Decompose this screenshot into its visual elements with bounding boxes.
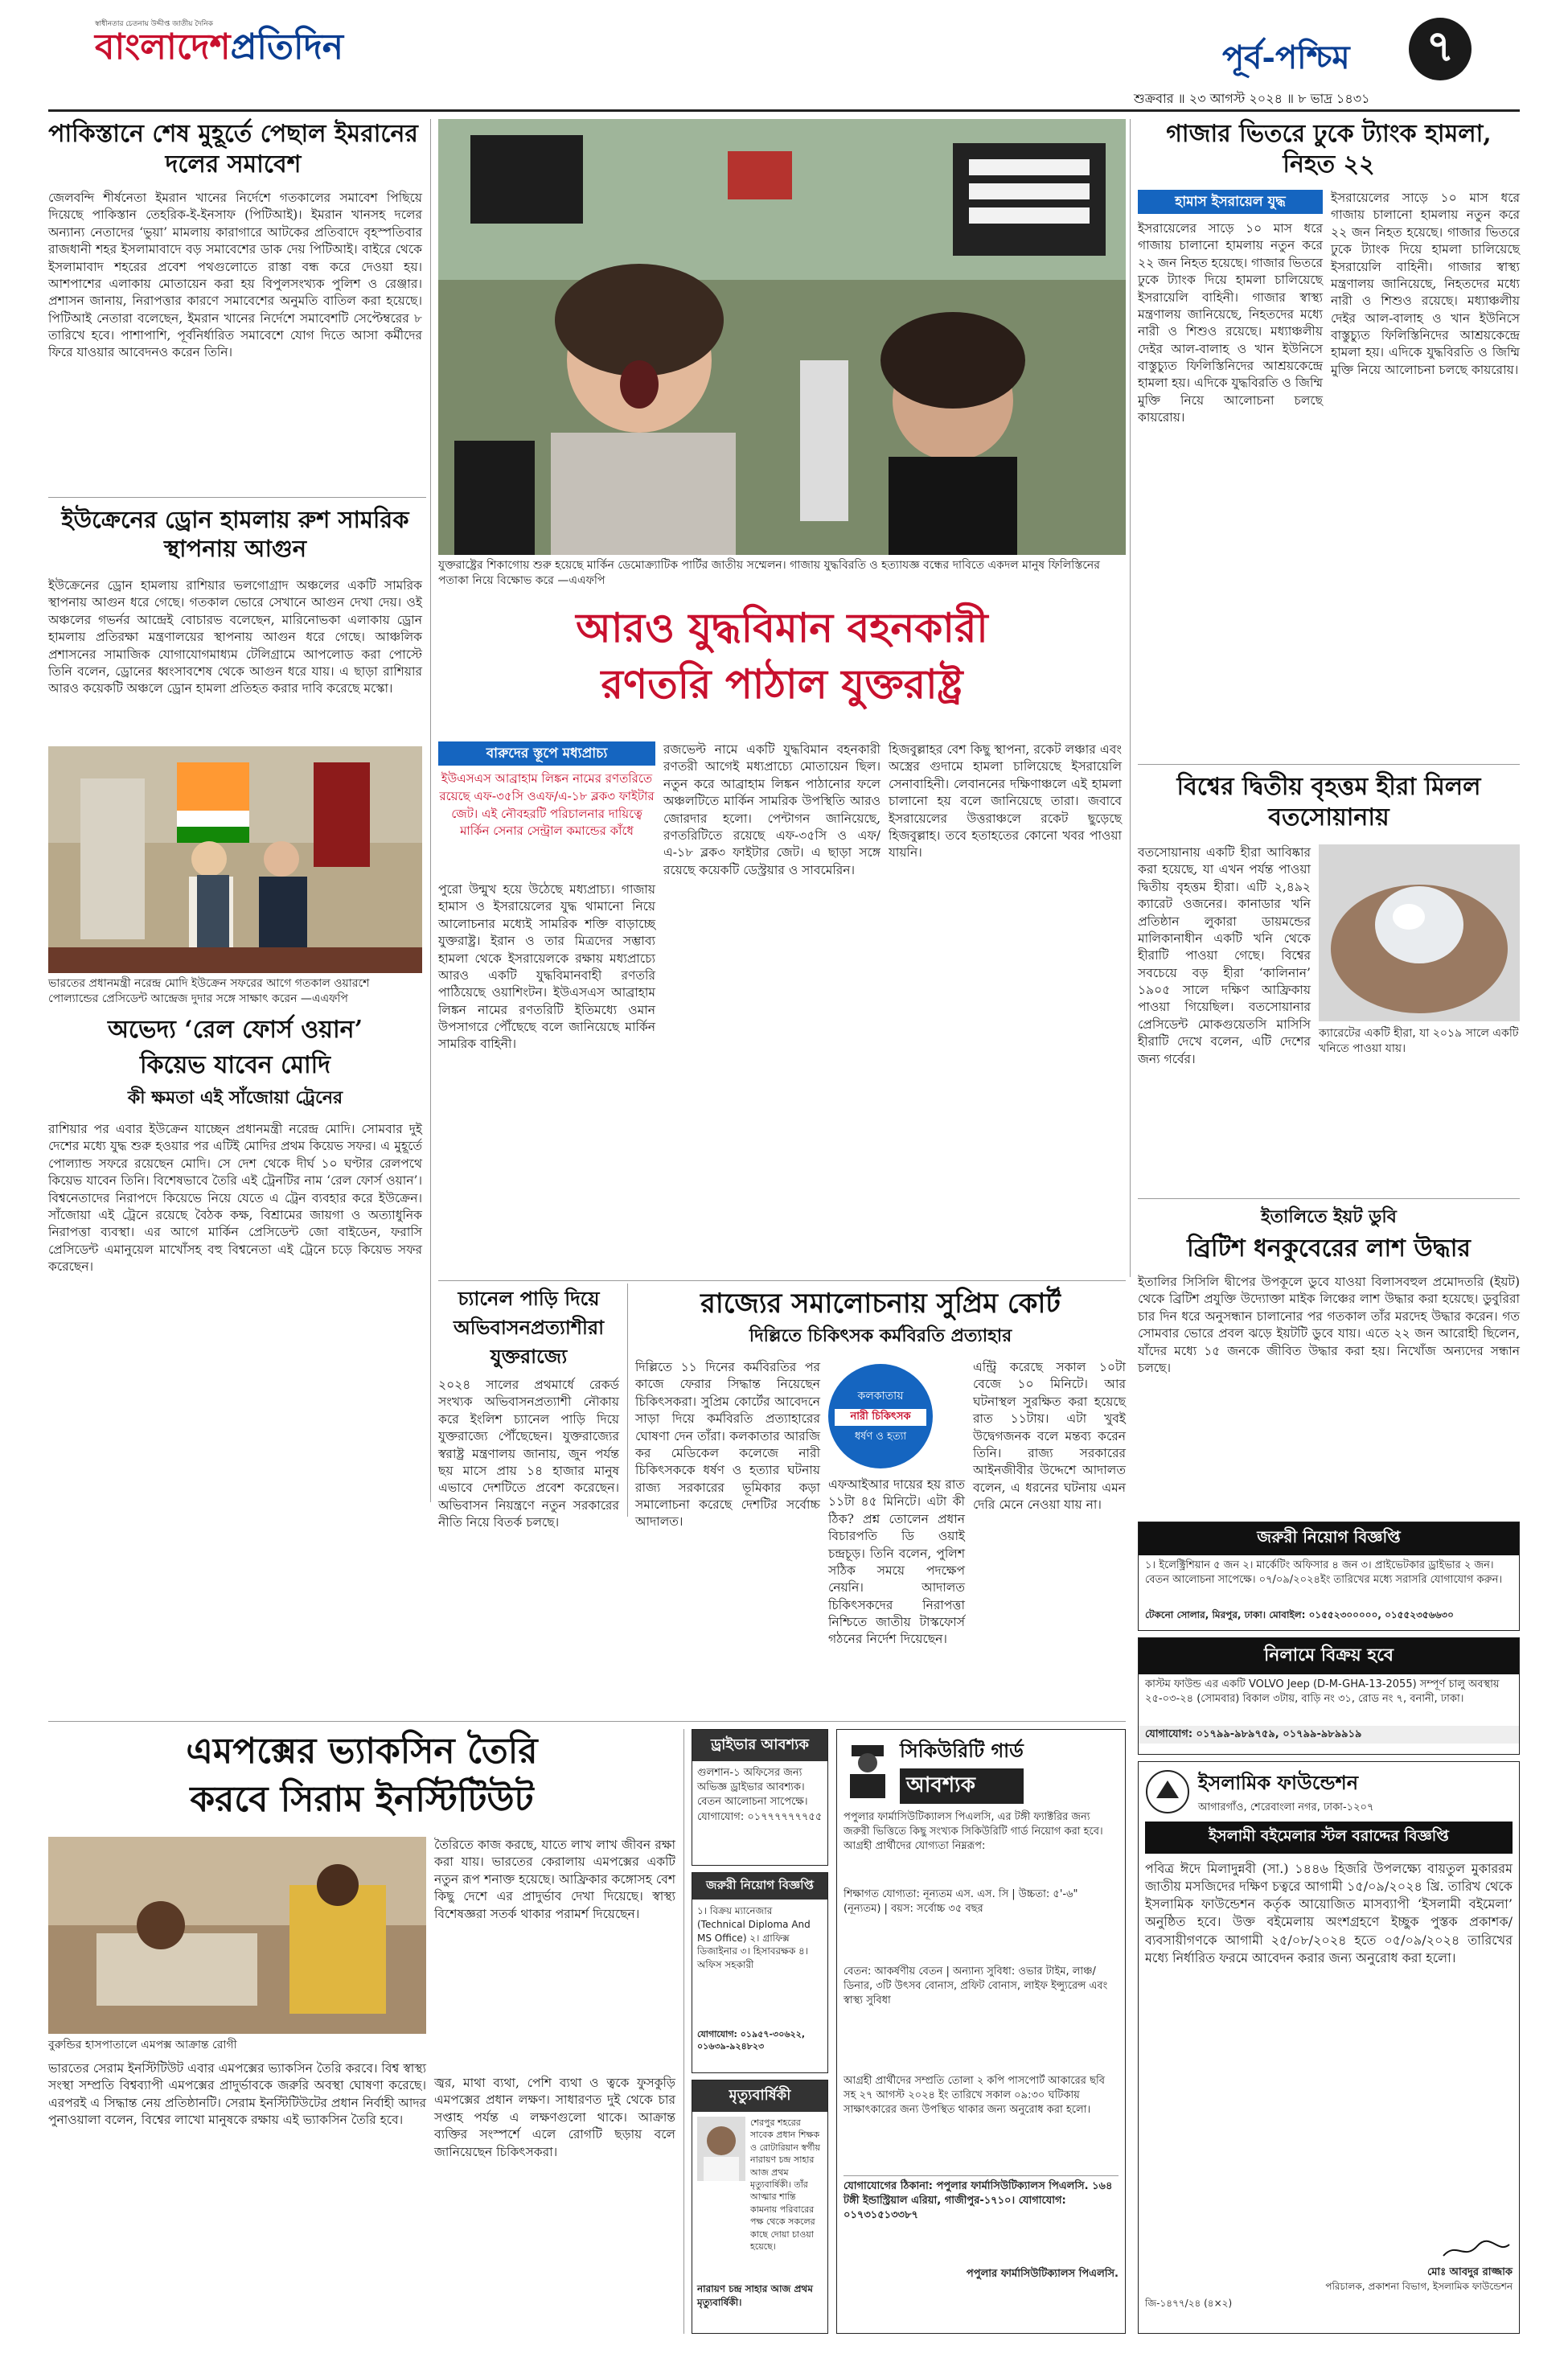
driver-ad-title: ড্রাইভার আবশ্যক [692,1730,827,1761]
dateline: শুক্রবার ॥ ২৩ আগস্ট ২০২৪ ॥ ৮ ভাদ্র ১৪৩১ [1134,91,1370,106]
gaza-headline[interactable]: গাজার ভিতরে ঢুকে ট্যাংক হামলা, নিহত ২২ [1166,120,1492,179]
italy-kicker: ইতালিতে ইয়ট ডুবি [1261,1206,1397,1227]
job-right-ad[interactable] [1138,1522,1520,1631]
security-guard-ad[interactable] [836,1729,1126,2334]
obituary-title: মৃত্যুবার্ষিকী [692,2080,827,2112]
imran-body: জেলবন্দি শীর্ষনেতা ইমরান খানের নির্দেশে গতকালের সমাবেশ পিছিয়ে দিয়েছে পাকিস্তান তেহরিক-ই-ইনসাফ (পিটিআই)। ইমরান খানসহ দলের অন্যান্য নেতাদের ‘ভুয়া’ মামলায় কারাগারে আটকের প্রতিবাদে বৃহস্পতিবার রাজধানী শহর ইসলামাবাদে বড় সমাবেশের ডাক দেয় পিটিআই। বাইরে থেকে ইসলামাবাদ শহরের প্রবেশ পথগুলোতে রাস্তা বন্ধ করে দেওয়া হয়। আশপাশের এলাকায় মোতায়েন করা হয় বিপুলসংখ্যক পুলিশ ও রেঞ্জার। প্রশাসন জানায়, নিরাপত্তার কারণে সমাবেশের অনুমতি বাতিল করা হয়েছে। পিটিআই নেতারা বলেছেন, ইমরান খানের নির্দেশে সমাবেশটি সেপ্টেম্বরের ৮ তারিখে হবে। পাশাপাশি, পূর্বনির্ধারিত সমাবেশে যোগ দিতে আসা কর্মীদের ফিরে যাওয়ার আবেদনও করেন তিনি। [48,191,422,360]
vaccine-body-col3: জ্বর, মাথা ব্যথা, পেশি ব্যথা ও ত্বকে ফুসকুড়ি এমপক্সের প্রধান লক্ষণ। সাধারণত দুই থেকে চার সপ্তাহ পর্যন্ত এ লক্ষণগুলো থাকে। আক্রান্ত ব্যক্তির সংস্পর্শে এলে রোগটি ছড়ায় বলে জানিয়েছেন চিকিৎসকরা। [434,2076,675,2159]
driver-ad-body: গুলশান-১ অফিসের জন্য অভিজ্ঞ ড্রাইভার আবশ্যক। বেতন আলোচনা সাপেক্ষে। যোগাযোগ: ০১৭৭৭৭৭৭৭৫৫ [697,1767,823,1823]
security-ad-intro: পপুলার ফার্মাসিউটিক্যালস পিএলসি, এর টঙ্গী ফ্যাক্টরির জন্য জরুরী ভিত্তিতে কিছু সংখ্যক সিকিউরিটি গার্ড নিয়োগ করা হবে। আগ্রহী প্রার্থীদের যোগ্যতা নিম্নরূপ: [844,1811,1103,1853]
modi-body: রাশিয়ার পর এবার ইউক্রেন যাচ্ছেন প্রধানমন্ত্রী নরেন্দ্র মোদি। সোমবার দুই দেশের মধ্যে যুদ্ধ শুরু হওয়ার পর এটিই মোদির প্রথম কিয়েভ সফর। এ মুহূর্তে পোল্যান্ড সফরে রয়েছেন মোদি। সে দেশ থেকে দীর্ঘ ১০ ঘণ্টার রেলপথে কিয়েভ যাবেন তিনি। বিশেষভাবে তৈরি এই ট্রেনটির নাম ‘রেল ফোর্স ওয়ান’। বিশ্বনেতাদের নিরাপদে কিয়েভে নিয়ে যেতে এ ট্রেন ব্যবহার করে ইউক্রেন। সাঁজোয়া এই ট্রেনে রয়েছে বৈঠক কক্ষ, বিশ্রামের জায়গা ও অত্যাধুনিক নিরাপত্তা ব্যবস্থা। এর আগে মার্কিন প্রেসিডেন্ট জো বাইডেন, ফরাসি প্রেসিডেন্ট এমানুয়েল মাখোঁসহ বহু বিশ্বনেতা এই ট্রেনে চড়ে কিয়েভ সফর করেছেন। [48,1122,422,1274]
channel-headline-line3[interactable]: যুক্তরাজ্যে [490,1345,568,1368]
carrier-body-col3: হিজবুল্লাহর বেশ কিছু স্থাপনা, রকেট লঞ্চার এবং অস্ত্রের গুদামে হামলা চালিয়েছে ইসরায়েলি সেনাবাহিনী। লেবাননের দক্ষিণাঞ্চলে এই হামলা চালানো হয় বলে জানিয়েছে তারা। জবাবে ইসরায়েলের উত্তরাঞ্চলে রকেট ছুড়েছে হিজবুল্লাহ। তবে হতাহতের কোনো খবর পাওয়া যায়নি। [889,742,1122,860]
column-divider [1130,119,1131,1277]
gaza-body-col2: ইসরায়েলের সাড়ে ১০ মাস ধরে গাজায় চালানো হামলায় নতুন করে ২২ জন নিহত হয়েছে। গাজার ভিতরে ঢুকে ট্যাংক দিয়ে হামলা চালিয়েছে ইসরায়েলি বাহিনী। গাজার স্বাস্থ্য মন্ত্রণালয় জানিয়েছে, নিহতদের মধ্যে নারী ও শিশুও রয়েছে। মধ্যাঞ্চলীয় দেইর আল-বালাহ ও খান ইউনিসে বাস্তুচ্যুত ফিলিস্তিনিদের আশ্রয়কেন্দ্রে হামলা হয়। এদিকে যুদ্ধবিরতি ও জিম্মি মুক্তি নিয়ে আলোচনা চলছে কায়রোয়। [1331,191,1520,377]
italy-body: ইতালির সিসিলি দ্বীপের উপকূলে ডুবে যাওয়া বিলাসবহুল প্রমোদতরি (ইয়ট) থেকে ব্রিটিশ প্রযুক্তি উদ্যোক্তা মাইক লিঞ্চের লাশ উদ্ধার করা হয়েছে। ডুবুরিরা চার দিন ধরে অনুসন্ধান চালানোর পর গতকাল তাঁর মরদেহ উদ্ধার করেন। গত সোমবার ভোরে প্রবল ঝড়ে ইয়টটি ডুবে যায়। এতে ২২ জন আরোহী ছিলেন, যাঁদের মধ্যে ১৫ জনকে জীবিত উদ্ধার করা হয়। নিখোঁজ অন্যদের সন্ধান চলছে। [1138,1275,1520,1375]
security-ad-company: পপুলার ফার্মাসিউটিক্যালস পিএলসি. [966,2268,1119,2280]
divider [438,1280,1126,1281]
scotus-badge-bottom: ধর্ষণ ও হত্যা [854,1431,907,1443]
security-ad-title-line1: সিকিউরিটি গার্ড [900,1739,1024,1762]
modi-subtitle: কী ক্ষমতা এই সাঁজোয়া ট্রেনের [127,1087,343,1108]
carrier-headline-line1[interactable]: আরও যুদ্ধবিমান বহনকারী [576,604,988,651]
islamic-foundation-logo-icon [1145,1769,1190,1814]
signature-mark [1440,2238,1513,2262]
job-small-ad-title: জরুরী নিয়োগ বিজ্ঞপ্তি [692,1873,827,1900]
page-number-badge: ৭ [1409,18,1472,80]
masthead-title-blue: প্রতিদিন [230,27,343,68]
gaza-kicker: হামাস ইসরায়েল যুদ্ধ [1138,190,1323,214]
divider [48,497,426,498]
protest-caption: যুক্তরাষ্ট্রের শিকাগোয় শুরু হয়েছে মার্কিন ডেমোক্র্যাটিক পার্টির জাতীয় সম্মেলন। গাজায় যুদ্ধবিরতি ও হত্যাযজ্ঞ বন্ধের দাবিতে একদল মানুষ ফিলিস্তিনের পতাকা নিয়ে বিক্ষোভ করে —এএফপি [438,559,1100,587]
auction-ad-title: নিলামে বিক্রয় হবে [1139,1638,1519,1674]
security-ad-address: যোগাযোগের ঠিকানা: পপুলার ফার্মাসিউটিক্যালস পিএলসি. ১৬৪ টঙ্গী ইন্ডাস্ট্রিয়াল এরিয়া, গাজীপুর-১৭১০। যোগাযোগ: ০১৭৩১৫১৩৩৮৭ [844,2175,1119,2264]
channel-body: ২০২৪ সালের প্রথমার্ধে রেকর্ড সংখ্যক অভিবাসনপ্রত্যাশী নৌকায় করে ইংলিশ চ্যানেল পাড়ি দিয়ে যুক্তরাজ্যে পৌঁছেছেন। যুক্তরাজ্যের স্বরাষ্ট্র মন্ত্রণালয় জানায়, জুন পর্যন্ত ছয় মাসে প্রায় ১৪ হাজার মানুষ এভাবে দেশটিতে প্রবেশ করেছেন। অভিবাসন নিয়ন্ত্রণে নতুন সরকারের নীতি নিয়ে বিতর্ক চলছে। [438,1378,619,1530]
scotus-headline[interactable]: রাজ্যের সমালোচনায় সুপ্রিম কোর্ট [700,1288,1061,1320]
ifb-org: ইসলামিক ফাউন্ডেশন [1198,1771,1359,1794]
column-divider [683,1729,684,2334]
divider [1138,764,1520,765]
ukraine-headline[interactable]: ইউক্রেনের ড্রোন হামলায় রুশ সামরিক স্থাপনায় আগুন [61,506,409,563]
vaccine-body-col1: ভারতের সেরাম ইনস্টিটিউট এবার এমপক্সের ভ্যাকসিন তৈরি করবে। বিশ্ব স্বাস্থ্য সংস্থা সম্প্রতি বিশ্বব্যাপী এমপক্সের প্রাদুর্ভাবকে জরুরি অবস্থা ঘোষণা করেছে। এরপরই এ সিদ্ধান্ত নেয় প্রতিষ্ঠানটি। সেরাম ইনস্টিটিউটের প্রধান নির্বাহী আদর পুনাওয়ালা বলেন, বিশ্বের লাখো মানুষকে রক্ষায় এই ভ্যাকসিন তৈরি হবে। [48,2061,426,2128]
modi-photo-image [48,746,422,973]
ifb-signature [1145,2238,1513,2294]
vaccine-headline-line1[interactable]: এমপক্সের ভ্যাকসিন তৈরি [186,1731,538,1772]
protest-photo-image [438,119,1126,555]
carrier-headline-line2[interactable]: রণতরি পাঠাল যুক্তরাষ্ট্র [601,660,963,708]
protest-photo [438,119,1126,555]
masthead-title-red: বাংলাদেশ [95,27,231,68]
obituary-ad[interactable] [692,2080,828,2334]
column-divider [430,119,431,1502]
ifb-sign-role: পরিচালক, প্রকাশনা বিভাগ, ইসলামিক ফাউন্ডেশন [1325,2281,1513,2293]
vaccine-photo-image [48,1837,426,2034]
ifb-address: আগারগাঁও, শেরেবাংলা নগর, ঢাকা-১২০৭ [1198,1801,1374,1813]
vaccine-photo [48,1837,426,2034]
ukraine-body: ইউক্রেনের ড্রোন হামলায় রাশিয়ার ভলগোগ্রাদ অঞ্চলের একটি সামরিক স্থাপনায় আগুন ধরে গেছে। গতকাল ভোরে সেখানে আগুন দেখা দেয়। ওই অঞ্চলের গভর্নর আন্দ্রেই বোচারভ বলেছেন, মারিনোভকা এলাকায় ড্রোন হামলায় প্রতিরক্ষা মন্ত্রণালয়ের স্থাপনায় আগুন ধরে গেছে। আঞ্চলিক প্রশাসনের সামাজিক যোগাযোগমাধ্যম টেলিগ্রামে আপলোড করা পোস্টে তিনি বলেন, ড্রোনের ধ্বংসাবশেষ থেকে আগুন ধরে যায়। এ ছাড়া রাশিয়ার আরও কয়েকটি অঞ্চলে ড্রোন হামলা প্রতিহত করার দাবি করেছে মস্কো। [48,578,422,696]
job-small-ad-body: ১। বিক্রয় ম্যানেজার (Technical Diploma And MS Office) ২। গ্রাফিক্স ডিজাইনার ৩। হিসাবরক্ষক ৪। অফিস সহকারী [697,1905,811,1971]
driver-ad[interactable] [692,1729,828,1866]
job-right-ad-contact: টেকনো সোলার, মিরপুর, ঢাকা। মোবাইল: ০১৫৫২৩০০০০০, ০১৫৫২৩৫৬৬৩০ [1145,1609,1454,1620]
modi-photo [48,746,422,973]
scotus-body-col2: এফআইআর দায়ের হয় রাত ১১টা ৪৫ মিনিটে। এটা কী ঠিক? প্রশ্ন তোলেন প্রধান বিচারপতি ডি ওয়াই চন্দ্রচূড়। তিনি বলেন, পুলিশ সঠিক সময়ে পদক্ষেপ নেয়নি। আদালত চিকিৎসকদের নিরাপত্তা নিশ্চিতে জাতীয় টাস্কফোর্স গঠনের নির্দেশ দিয়েছেন। [828,1477,965,1647]
masthead-rule [48,109,1520,112]
obituary-portrait [697,2117,745,2181]
carrier-body-col1: পুরো উন্মুখ হয়ে উঠেছে মধ্যপ্রাচ্য। গাজায় হামাস ও ইসরায়েলের যুদ্ধ থামানো নিয়ে আলোচনার মধ্যেই সামরিক শক্তি বাড়াচ্ছে যুক্তরাষ্ট্র। ইরান ও তার মিত্রদের সম্ভাব্য হামলা থেকে ইসরায়েলকে রক্ষায় মধ্যপ্রাচ্যে আরও একটি যুদ্ধবিমানবাহী রণতরি পাঠিয়েছে ওয়াশিংটন। ইউএসএস আব্রাহাম লিঙ্কন নামের রণতরিটি ইতিমধ্যে ওমান উপসাগরে পৌঁছেছে বলে জানিয়েছে মার্কিন সামরিক বাহিনী। [438,882,655,1052]
imran-headline[interactable]: পাকিস্তানে শেষ মুহূর্তে পেছাল ইমরানের দলের সমাবেশ [48,120,418,179]
obituary-body: শেরপুর শহরের সাবেক প্রধান শিক্ষক ও রোটারিয়ান স্বর্গীয় নারায়ণ চন্দ্র সাহার আজ প্রথম মৃত্যুবার্ষিকী। তাঁর আত্মার শান্তি কামনায় পরিবারের পক্ষ থেকে সকলের কাছে দোয়া চাওয়া হয়েছে। [750,2117,820,2252]
modi-headline[interactable]: কিয়েভ যাবেন মোদি [139,1051,331,1079]
scotus-badge [828,1364,933,1468]
job-small-ad[interactable] [692,1872,828,2073]
diamond-body: বতসোয়ানায় একটি হীরা আবিষ্কার করা হয়েছে, যা এখন পর্যন্ত পাওয়া দ্বিতীয় বৃহত্তম হীরা। এটি ২,৪৯২ ক্যারেট ওজনের। কানাডার খনি প্রতিষ্ঠান লুকারা ডায়মন্ডের মালিকানাধীন একটি খনি থেকে হীরাটি পাওয়া গেছে। বিশ্বের সবচেয়ে বড় হীরা ‘কালিনান’ ১৯০৫ সালে দক্ষিণ আফ্রিকায় পাওয়া গিয়েছিল। বতসোয়ানার প্রেসিডেন্ট মোকগুয়েতসি মাসিসি হীরাটি দেখে বলেন, এটি দেশের জন্য গর্বের। [1138,845,1311,1066]
job-small-ad-contact: যোগাযোগ: ০১৯৫৭-৩০৬২২, ০১৬৩৯-৯২৪৮২৩ [697,2029,805,2052]
auction-ad-contact: যোগাযোগ: ০১৭৯৯-৯৮৯৭৫৯, ০১৭৯৯-৯৮৯৯১৯ [1139,1726,1519,1744]
auction-ad[interactable] [1138,1637,1520,1755]
ifb-body: পবিত্র ঈদে মিলাদুন্নবী (সা.) ১৪৪৬ হিজরি উপলক্ষ্যে বায়তুল মুকাররম জাতীয় মসজিদের দক্ষিণ চত্বরে আগামী ১৫/০৯/২০২৪ খ্রি. তারিখ থেকে ইসলামিক ফাউন্ডেশন কর্তৃক আয়োজিত মাসব্যাপী ‘ইসলামী বইমেলা’ অনুষ্ঠিত হবে। উক্ত বইমেলায় অংশগ্রহণে ইচ্ছুক পুস্তক প্রকাশক/ব্যবসায়ীগণকে আগামী ২৫/০৮/২০২৪ হতে ০৫/০৯/২০২৪ তারিখের মধ্যে নির্ধারিত ফরমে আবেদন করার জন্য অনুরোধ করা হলো। [1145,1861,1513,1965]
channel-headline-line1[interactable]: চ্যানেল পাড়ি দিয়ে [458,1287,600,1310]
column-divider [627,1284,628,1517]
scotus-subtitle: দিল্লিতে চিকিৎসক কর্মবিরতি প্রত্যাহার [749,1325,1012,1346]
ifb-sign-name: মোঃ আবদুর রাজ্জাক [1426,2266,1513,2279]
carrier-kicker: বারুদের স্তূপে মধ্যপ্রাচ্য [438,741,655,766]
islamic-foundation-ad[interactable] [1138,1761,1520,2334]
channel-headline-line2[interactable]: অভিবাসনপ্রত্যাশীরা [453,1316,605,1339]
section-name: পূর্ব-পশ্চিম [1222,39,1350,76]
job-right-ad-body: ১। ইলেক্ট্রিশিয়ান ৫ জন ২। মার্কেটিং অফিসার ৪ জন ৩। প্রাইভেটকার ড্রাইভার ২ জন। বেতন আলোচনা সাপেক্ষে। ০৭/০৯/২০২৪ইং তারিখের মধ্যে সরাসরি যোগাযোগ করুন। [1145,1559,1503,1587]
security-ad-qualifications: শিক্ষাগত যোগ্যতা: নূন্যতম এস. এস. সি | উচ্চতা: ৫'-৬" (নূন্যতম) | বয়স: সর্বোচ্চ ৩৫ বছর [844,1888,1078,1916]
modi-caption: ভারতের প্রধানমন্ত্রী নরেন্দ্র মোদি ইউক্রেন সফরের আগে গতকাল ওয়ারশে পোল্যান্ডের প্রেসিডেন্ট আন্দ্রেজ দুদার সঙ্গে সাক্ষাৎ করেন —এএফপি [48,977,370,1005]
masthead-tagline: স্বাধীনতার চেতনায় উদ্দীপ্ত জাতীয় দৈনিক [95,20,213,28]
diamond-headline[interactable]: বিশ্বের দ্বিতীয় বৃহত্তম হীরা মিলল বতসোয়ানায় [1176,773,1481,832]
modi-kicker[interactable]: অভেদ্য ‘রেল ফোর্স ওয়ান’ [107,1016,363,1044]
italy-headline[interactable]: ব্রিটিশ ধনকুবেরের লাশ উদ্ধার [1187,1234,1471,1263]
security-ad-header [844,1736,1119,1804]
ifb-header [1145,1768,1513,1815]
scotus-badge-mid: নারী চিকিৎসক [835,1409,926,1426]
ifb-code: জি-১৪৭৭/২৪ (৪×২) [1145,2298,1233,2310]
security-ad-title-line2: আবশ্যক [900,1768,1024,1804]
diamond-photo [1319,844,1520,1021]
divider [48,1721,1126,1722]
security-ad-apply: আগ্রহী প্রার্থীদের সম্প্রতি তোলা ২ কপি পাসপোর্ট আকারের ছবি সহ ২৭ আগস্ট ২০২৪ ইং তারিখে সকাল ০৯:৩০ ঘটিকায় সাক্ষাৎকারের জন্য উপস্থিত থাকার জন্য অনুরোধ করা হলো। [844,2075,1105,2117]
ifb-title: ইসলামী বইমেলার স্টল বরাদ্দের বিজ্ঞপ্তি [1145,1822,1513,1854]
gaza-body-col1: ইসরায়েলের সাড়ে ১০ মাস ধরে গাজায় চালানো হামলায় নতুন করে ২২ জন নিহত হয়েছে। গাজার ভিতরে ঢুকে ট্যাংক দিয়ে হামলা চালিয়েছে ইসরায়েলি বাহিনী। গাজার স্বাস্থ্য মন্ত্রণালয় জানিয়েছে, নিহতদের মধ্যে নারী ও শিশুও রয়েছে। মধ্যাঞ্চলীয় দেইর আল-বালাহ ও খান ইউনিসে বাস্তুচ্যুত ফিলিস্তিনিদের আশ্রয়কেন্দ্রে হামলা হয়। এদিকে যুদ্ধবিরতি ও জিম্মি মুক্তি নিয়ে আলোচনা চলছে কায়রোয়। [1138,221,1323,425]
scotus-badge-top: কলকাতায় [857,1390,904,1403]
masthead-logo[interactable] [95,18,449,72]
divider [1138,1198,1520,1199]
vaccine-headline-line2[interactable]: করবে সিরাম ইনস্টিটিউট [190,1779,534,1820]
diamond-caption: ক্যারেটের একটি হীরা, যা ২০১৯ সালে একটি খনিতে পাওয়া যায়। [1319,1027,1519,1055]
carrier-body-col2: রজভেল্ট নামে একটি যুদ্ধবিমান বহনকারী রণতরী আগেই মধ্যপ্রাচ্যে মোতায়েন ছিল। নতুন করে আব্রাহাম লিঙ্কন পাঠানোর ফলে অঞ্চলটিতে মার্কিন সামরিক উপস্থিতি আরও জোরদার হলো। পেন্টাগন জানিয়েছে, রণতরিটিতে রয়েছে এফ-৩৫সি ও এফ/এ-১৮ ব্লক৩ ফাইটার জেট। এ ছাড়া সঙ্গে রয়েছে কয়েকটি ডেস্ট্রয়ার ও সাবমেরিন। [663,742,880,877]
security-ad-benefits: বেতন: আকর্ষণীয় বেতন | অন্যান্য সুবিধা: ওভার টাইম, লাঞ্চ/ডিনার, ৩টি উৎসব বোনাস, প্রফিট বোনাস, লাইফ ইন্স্যুরেন্স এবং স্বাস্থ্য সুবিধা [844,1965,1108,2007]
masthead-title [95,27,449,68]
vaccine-caption: বুরুন্ডির হাসপাতালে এমপক্স আক্রান্ত রোগী [48,2039,237,2052]
diamond-photo-image [1319,844,1520,1021]
security-guard-icon [844,1742,892,1798]
auction-ad-body: কাস্টম ফাউন্ড এর একটি VOLVO Jeep (D-M-GHA-13-2055) সম্পূর্ণ চালু অবস্থায় ২৫-০৩-২৪ (সোমবার) বিকাল ৩টায়, বাড়ি নং ৩১, রোড নং ৭, বনানী, ঢাকা। [1145,1678,1500,1706]
vaccine-body-col2: তৈরিতে কাজ করছে, যাতে লাখ লাখ জীবন রক্ষা করা যায়। ভারতের কেরালায় এমপক্সের একটি নতুন রূপ শনাক্ত হয়েছে। আফ্রিকার কঙ্গোসহ বেশ কিছু দেশে এর প্রাদুর্ভাব দেখা দিয়েছে। স্বাস্থ্য বিশেষজ্ঞরা সতর্ক থাকার পরামর্শ দিয়েছেন। [434,1838,675,1921]
carrier-highlight: ইউএসএস আব্রাহাম লিঙ্কন নামের রণতরিতে রয়েছে এফ-৩৫সি ওএফ/এ-১৮ ব্লক৩ ফাইটার জেট। এই নৌবহরটি পরিচালনার দায়িত্বে মার্কিন সেনার সেন্ট্রাল কমান্ডের কাঁধে [439,771,655,839]
obituary-name: নারায়ণ চন্দ্র সাহার আজ প্রথম মৃত্যুবার্ষিকী। [697,2283,813,2308]
job-right-ad-title: জরুরী নিয়োগ বিজ্ঞপ্তি [1139,1522,1519,1555]
scotus-body-col1: দিল্লিতে ১১ দিনের কর্মবিরতির পর কাজে ফেরার সিদ্ধান্ত নিয়েছেন চিকিৎসকরা। সুপ্রিম কোর্টের আবেদনে সাড়া দিয়ে কর্মবিরতি প্রত্যাহারের ঘোষণা দেন তাঁরা। কলকাতার আরজি কর মেডিকেল কলেজে নারী চিকিৎসককে ধর্ষণ ও হত্যার ঘটনায় রাজ্য সরকারের ভূমিকার কড়া সমালোচনা করেছে দেশটির সর্বোচ্চ আদালত। [635,1360,820,1530]
scotus-body-col3: এন্ট্রি করেছে সকাল ১০টা বেজে ১০ মিনিটে। আর ঘটনাস্থল সুরক্ষিত করা হয়েছে রাত ১১টায়। এটা খুবই উদ্বেগজনক বলে মন্তব্য করেন তিনি। রাজ্য সরকারের আইনজীবীর উদ্দেশে আদালত বলেন, এ ধরনের ঘটনায় এমন দেরি মেনে নেওয়া যায় না। [973,1360,1126,1512]
